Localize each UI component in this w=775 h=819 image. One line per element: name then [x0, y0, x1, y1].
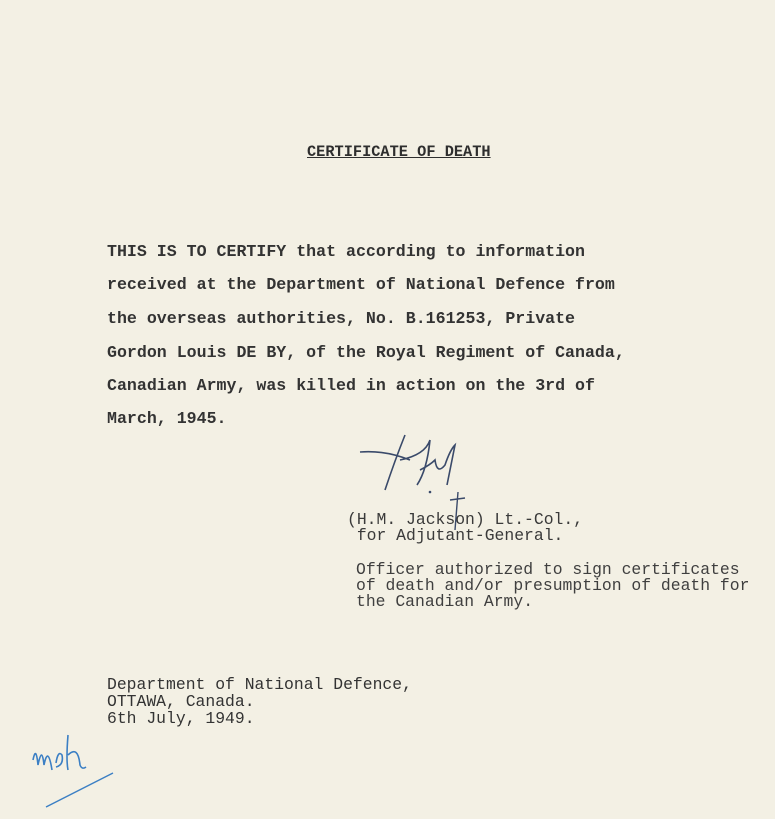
handwritten-initials [28, 715, 118, 810]
signatory-name: (H.M. Jackson) Lt.-Col., [347, 510, 584, 529]
address-line: Department of National Defence, [107, 675, 412, 694]
authority-line: Officer authorized to sign certificates [356, 560, 740, 579]
address-line: 6th July, 1949. [107, 709, 255, 728]
body-line: the overseas authorities, No. B.161253, Private [107, 309, 576, 328]
body-line: THIS IS TO CERTIFY that according to information [107, 242, 585, 261]
body-line: received at the Department of National Defence from [107, 275, 615, 294]
body-line: March, 1945. [107, 409, 227, 428]
body-line: Gordon Louis DE BY, of the Royal Regiment of Canada, [107, 343, 625, 362]
document-title: CERTIFICATE OF DEATH [307, 143, 491, 161]
authority-line: the Canadian Army. [356, 592, 534, 611]
address-line: OTTAWA, Canada. [107, 692, 255, 711]
signatory-role: for Adjutant-General. [347, 526, 564, 545]
authority-line: of death and/or presumption of death for [356, 576, 750, 595]
body-line: Canadian Army, was killed in action on the 3rd of [107, 376, 595, 395]
